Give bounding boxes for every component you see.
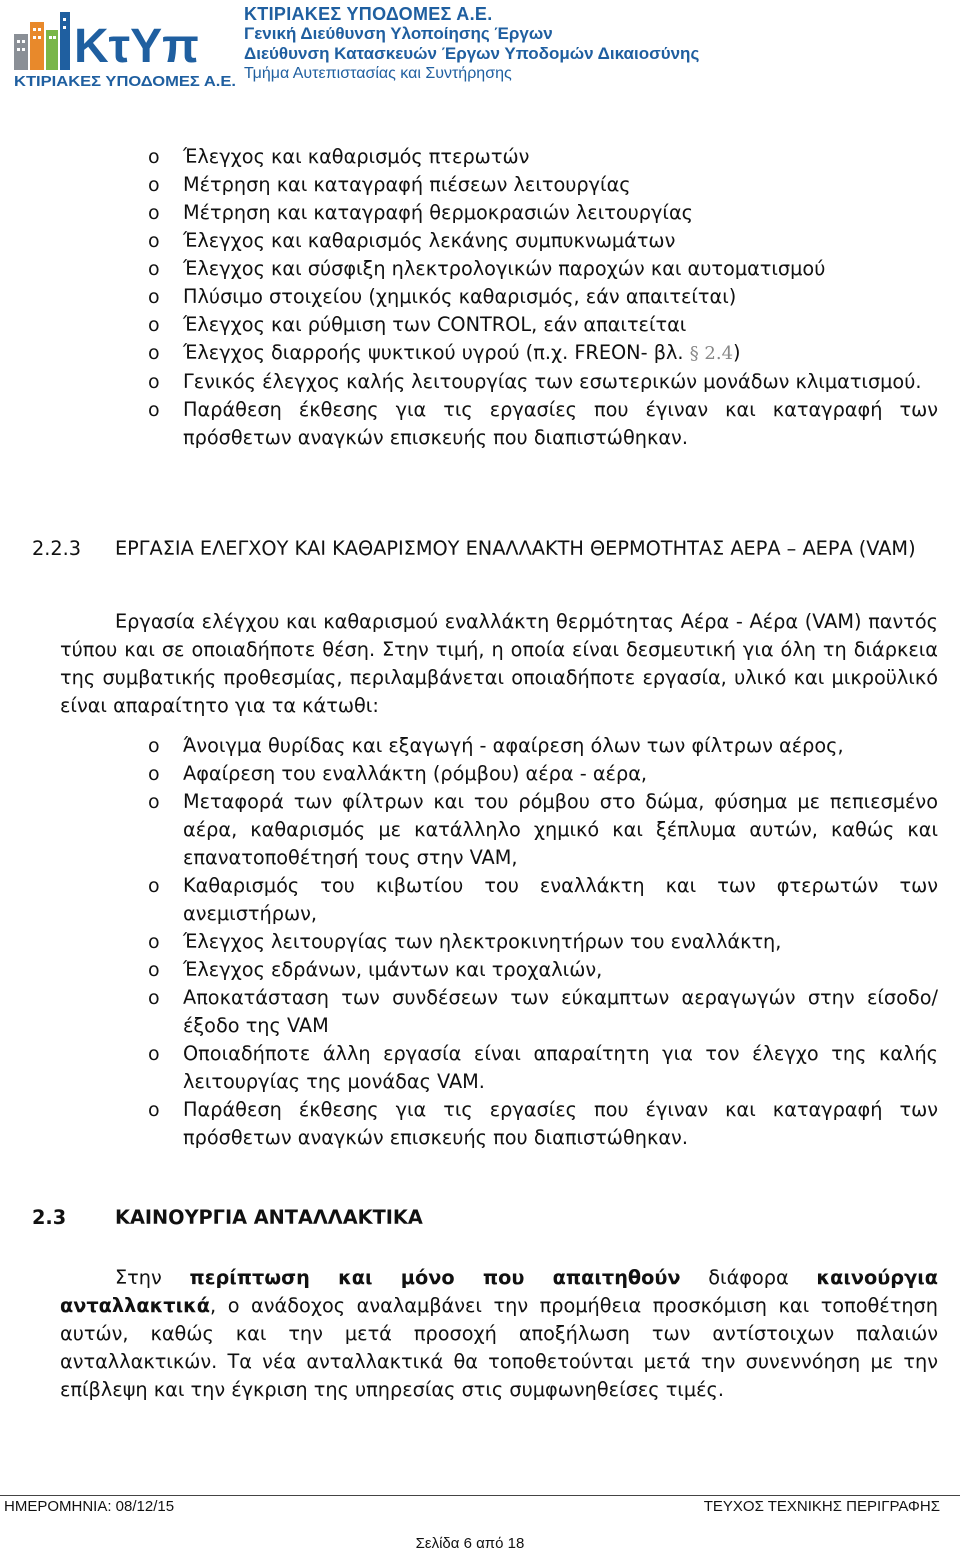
list-item: o Έλεγχος λειτουργίας των ηλεκτροκινητήρων του εναλλάκτη, (148, 928, 938, 956)
bullet-icon: o (148, 146, 160, 168)
list-item: o Οποιαδήποτε άλλη εργασία είναι απαραίτητη για τον έλεγχο της καλής λειτουργίας της μονάδας VAM. (148, 1042, 938, 1093)
list-item: o Παράθεση έκθεσης για τις εργασίες που έγιναν και καταγραφή των πρόσθετων αναγκών επισκευής που διαπιστώθηκαν. (148, 1098, 938, 1149)
footer-divider (0, 1495, 960, 1496)
bullet-icon: o (148, 875, 160, 897)
list-item: o Μέτρηση και καταγραφή θερμοκρασιών λειτουργίας (148, 199, 938, 227)
list-item: o Μέτρηση και καταγραφή πιέσεων λειτουργίας (148, 171, 938, 199)
list-item: o Έλεγχος και ρύθμιση των CONTROL, εάν απαιτείται (148, 311, 938, 339)
list-item: o Αφαίρεση του εναλλάκτη (ρόμβου) αέρα - αέρα, (148, 760, 938, 788)
bullet-icon: o (148, 1099, 160, 1121)
bullet-icon: o (148, 314, 160, 336)
bullet-icon: o (148, 763, 160, 785)
list-item: o Έλεγχος και καθαρισμός λεκάνης συμπυκνωμάτων (148, 227, 938, 255)
section-title: ΚΑΙΝΟΥΡΓΙΑ ΑΝΤΑΛΛΑΚΤΙΚΑ (115, 1206, 423, 1229)
list-item: o Έλεγχος διαρροής ψυκτικού υγρού (π.χ. FREON- βλ. § 2.4) (148, 339, 938, 368)
bullet-icon: o (148, 286, 160, 308)
list-item: o Έλεγχος και καθαρισμός πτερωτών (148, 143, 938, 171)
company-logo (10, 4, 238, 92)
logo-wordmark: ΚτΥπ (74, 20, 199, 73)
bullet-icon: o (148, 258, 160, 280)
page-number: Σελίδα 6 από 18 (415, 1535, 525, 1552)
bullet-icon: o (148, 202, 160, 224)
bullet-icon: o (148, 230, 160, 252)
maintenance-checklist (148, 143, 938, 452)
list-item: o Καθαρισμός του κιβωτίου του εναλλάκτη και των φτερωτών των ανεμιστήρων, (148, 874, 938, 925)
bullet-icon: o (148, 371, 160, 393)
bullet-icon: o (148, 959, 160, 981)
section-reference: § 2.4 (689, 343, 734, 364)
footer-date: ΗΜΕΡΟΜΗΝΙΑ: 08/12/15 (4, 1498, 175, 1515)
bullet-icon: o (148, 931, 160, 953)
list-item: o Γενικός έλεγχος καλής λειτουργίας των εσωτερικών μονάδων κλιματισμού. (148, 368, 938, 396)
logo-subtext: ΚΤΙΡΙΑΚΕΣ ΥΠΟΔΟΜΕΣ Α.Ε. (14, 73, 236, 90)
list-item: o Έλεγχος εδράνων, ιμάντων και τροχαλιών, (148, 956, 938, 984)
footer-doc-title: ΤΕΥΧΟΣ ΤΕΧΝΙΚΗΣ ΠΕΡΙΓΡΑΦΗΣ (703, 1498, 940, 1515)
bullet-icon: o (148, 399, 160, 421)
bullet-icon: o (148, 174, 160, 196)
list-item: o Παράθεση έκθεσης για τις εργασίες που έγιναν και καταγραφή των πρόσθετων αναγκών επισκευής που διαπιστώθηκαν. (148, 398, 938, 449)
vam-task-list (148, 732, 938, 1152)
bullet-icon: o (148, 735, 160, 757)
department: Τμήμα Αυτεπιστασίας και Συντήρησης (244, 65, 512, 82)
section-paragraph: Εργασία ελέγχου και καθαρισμού εναλλάκτη θερμότητας Αέρα - Αέρα (VAM) παντός τύπου και σε οποιαδήποτε θέση. Στην τιμή, η οποία είναι δεσμευτική για όλη τη διάρκεια της συμβατικής προθεσμίας, περιλαμβάνεται οποιαδήποτε εργασία, υλικό και μικροϋλικό είναι απαραίτητο για τα κάτωθι: (60, 610, 938, 717)
section-number: 2.2.3 (32, 537, 82, 560)
bullet-icon: o (148, 342, 160, 364)
company-name: ΚΤΙΡΙΑΚΕΣ ΥΠΟΔΟΜΕΣ Α.Ε. (244, 4, 493, 24)
directorate: Διεύθυνση Κατασκευών Έργων Υποδομών Δικαιοσύνης (244, 44, 700, 63)
directorate-general: Γενική Διεύθυνση Υλοποίησης Έργων (244, 24, 553, 43)
section-number: 2.3 (32, 1206, 67, 1229)
list-item: o Αποκατάσταση των συνδέσεων των εύκαμπτων αεραγωγών στην είσοδο/έξοδο της VAM (148, 986, 938, 1037)
bullet-icon: o (148, 1043, 160, 1065)
section-title: ΕΡΓΑΣΙΑ ΕΛΕΓΧΟΥ ΚΑΙ ΚΑΘΑΡΙΣΜΟΥ ΕΝΑΛΛΑΚΤΗ ΘΕΡΜΟΤΗΤΑΣ ΑΕΡΑ – ΑΕΡΑ (VAM) (115, 537, 916, 560)
list-item: o Μεταφορά των φίλτρων και του ρόμβου στο δώμα, φύσημα με πεπιεσμένο αέρα, καθαρισμός με κατάλληλο χημικό και ξέπλυμα αυτών, καθώς και επανατοποθέτησή τους στην VAM, (148, 790, 938, 869)
list-item: o Άνοιγμα θυρίδας και εξαγωγή - αφαίρεση όλων των φίλτρων αέρος, (148, 732, 938, 760)
bullet-icon: o (148, 987, 160, 1009)
list-item: o Έλεγχος και σύσφιξη ηλεκτρολογικών παροχών και αυτοματισμού (148, 255, 938, 283)
list-item: o Πλύσιμο στοιχείου (χημικός καθαρισμός, εάν απαιτείται) (148, 283, 938, 311)
bullet-icon: o (148, 791, 160, 813)
header-text (244, 4, 699, 84)
section-paragraph: Στην περίπτωση και μόνο που απαιτηθούν διάφορα καινούργια ανταλλακτικά, ο ανάδοχος αναλαμβάνει την προμήθεια προσκόμιση και τοποθέτηση αυτών, καθώς και την μετά προσοχή αποξήλωση των αντίστοιχων παλαιών ανταλλακτικών. Τα νέα ανταλλακτικά θα τοποθετούνται μετά την συνεννόηση με την επίβλεψη και την έγκριση της υπηρεσίας στις συμφωνηθείσες τιμές. (60, 1266, 938, 1401)
